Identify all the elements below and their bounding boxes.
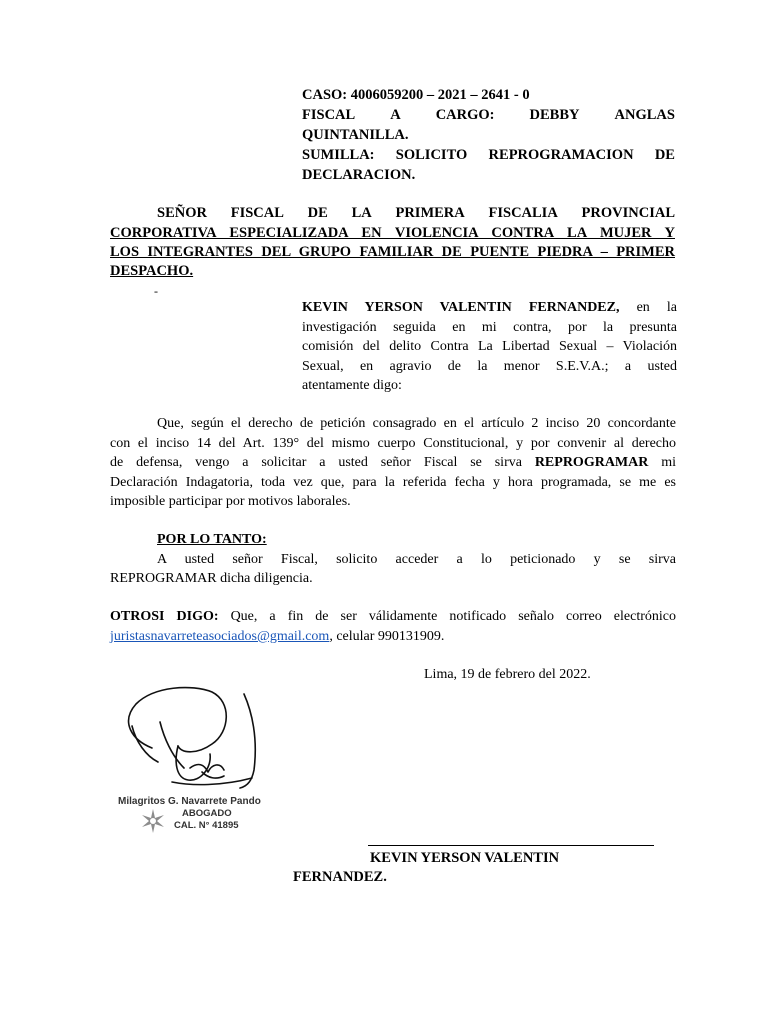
petition-line-5: imposible participar por motivos laborales. (110, 494, 351, 509)
intro-line-2: investigación seguida en mi contra, por la presunta (302, 320, 677, 335)
otrosi-line-2: juristasnavarreteasociados@gmail.com, celular 990131909. (110, 629, 445, 644)
otrosi-line-1: OTROSI DIGO: Que, a fin de ser válidamente notificado señalo correo electrónico (110, 609, 676, 624)
signer-name-line-1: KEVIN YERSON VALENTIN (370, 850, 560, 866)
fiscal-line-word: FISCAL (302, 107, 356, 123)
por-lo-tanto-heading: POR LO TANTO: (157, 532, 267, 547)
addressee-word: FISCAL (230, 205, 284, 221)
fiscal-name-cont: QUINTANILLA. (302, 127, 409, 143)
signature-line (368, 845, 654, 846)
addressee-word: SEÑOR (157, 205, 207, 221)
sumilla-line-word: DE (654, 147, 675, 163)
addressee-line-1 (157, 203, 675, 223)
stamp-title: ABOGADO (182, 808, 232, 819)
petition-line-2: con el inciso 14 del Art. 139° del mismo cuerpo Constitucional, y por convenir al derecho (110, 436, 676, 451)
stamp-registration: CAL. N° 41895 (174, 820, 239, 831)
intro-line-3: comisión del delito Contra La Libertad Sexual – Violación (302, 339, 677, 354)
sumilla-line-word: SUMILLA: (302, 147, 375, 163)
petition-line-3: de defensa, vengo a solicitar a usted señor Fiscal se sirva REPROGRAMAR mi (110, 455, 676, 470)
fiscal-line-word: A (390, 107, 401, 123)
petition-line-4: Declaración Indagatoria, toda vez que, para la referida fecha y hora programada, se me es (110, 475, 676, 490)
addressee-line-4: DESPACHO. (110, 263, 194, 279)
stamp-name: Milagritos G. Navarrete Pando (118, 796, 261, 807)
fiscal-line (302, 105, 675, 125)
addressee-word: LA (351, 205, 372, 221)
addressee-line-2: CORPORATIVA ESPECIALIZADA EN VIOLENCIA CONTRA LA MUJER Y (110, 225, 675, 241)
addressee-word: PROVINCIAL (581, 205, 675, 221)
handwritten-signature (112, 682, 292, 802)
bar-emblem-icon (140, 808, 166, 834)
intro-line-5: atentamente digo: (302, 378, 402, 393)
addressee-word: PRIMERA (395, 205, 465, 221)
addressee-word: FISCALIA (488, 205, 558, 221)
intro-line-4: Sexual, en agravio de la menor S.E.V.A.; a usted (302, 359, 677, 374)
por-lo-tanto-line-2: REPROGRAMAR dicha diligencia. (110, 571, 313, 586)
dash-mark: - (154, 284, 158, 298)
sumilla-line-word: REPROGRAMACION (488, 147, 634, 163)
sumilla-line-word: SOLICITO (395, 147, 468, 163)
signer-name-line-2: FERNANDEZ. (293, 869, 387, 885)
fiscal-line-word: ANGLAS (614, 107, 675, 123)
fiscal-line-word: CARGO: (435, 107, 495, 123)
intro-line-1: KEVIN YERSON VALENTIN FERNANDEZ, en la (302, 300, 678, 315)
por-lo-tanto-line-1: A usted señor Fiscal, solicito acceder a lo peticionado y se sirva (157, 552, 676, 567)
case-number: CASO: 4006059200 – 2021 – 2641 - 0 (302, 87, 530, 103)
petition-line-1: Que, según el derecho de petición consagrado en el artículo 2 inciso 20 concordante (157, 416, 676, 431)
sumilla-cont: DECLARACION. (302, 167, 416, 183)
fiscal-line-word: DEBBY (529, 107, 580, 123)
addressee-line-3: LOS INTEGRANTES DEL GRUPO FAMILIAR DE PUENTE PIEDRA – PRIMER (110, 244, 675, 260)
addressee-word: DE (307, 205, 328, 221)
sumilla-line (302, 145, 675, 165)
email-link[interactable]: juristasnavarreteasociados@gmail.com (110, 629, 330, 644)
date-line: Lima, 19 de febrero del 2022. (424, 667, 591, 682)
